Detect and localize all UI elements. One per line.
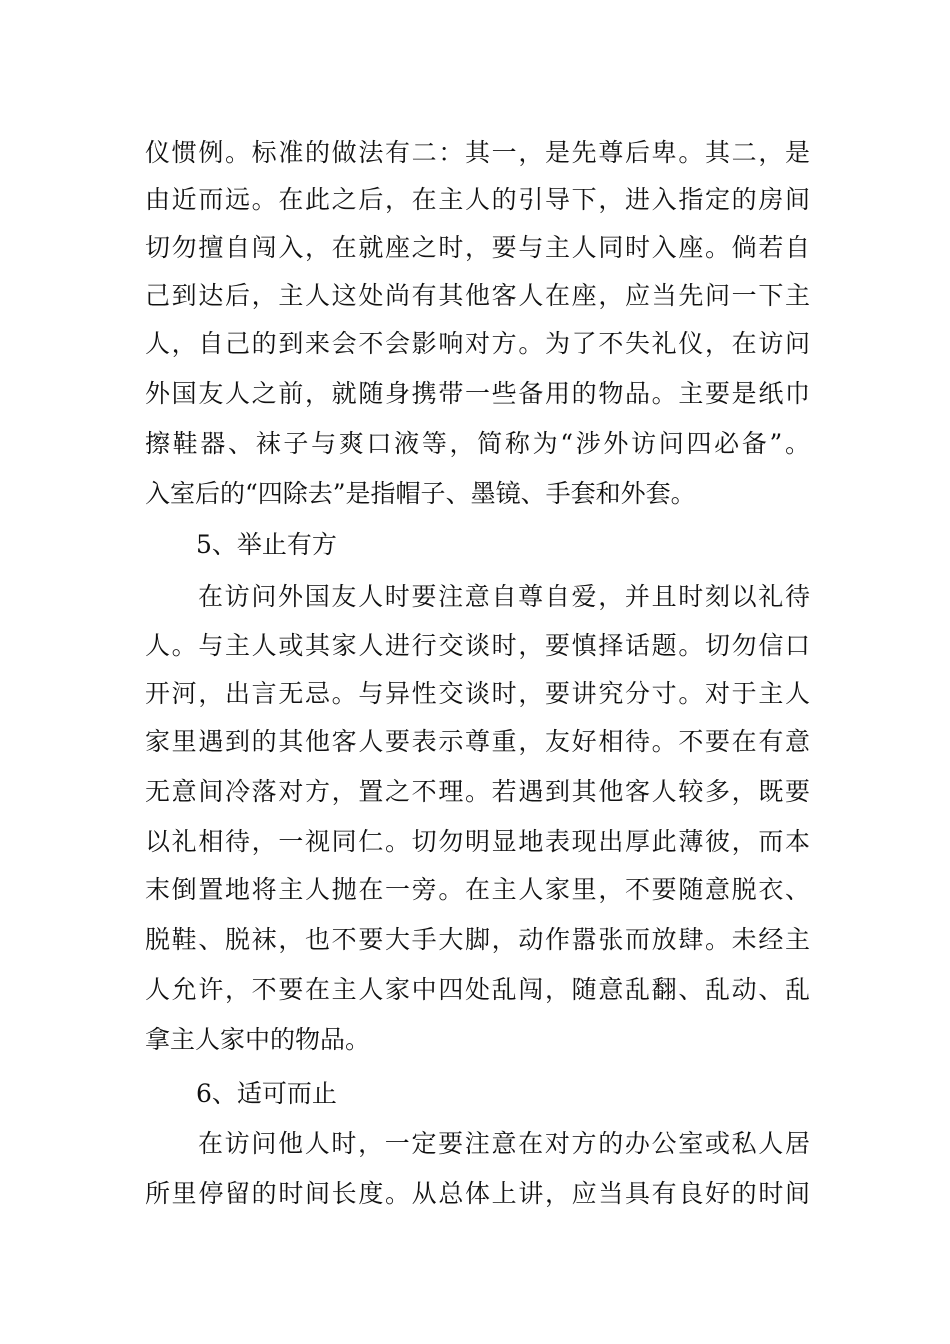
- text-line: 末倒置地将主人抛在一旁。在主人家里，不要随意脱衣、: [145, 875, 810, 904]
- paragraph-first-line: 在访问他人时，一定要注意在对方的办公室或私人居: [198, 1129, 810, 1158]
- text-line: 人。与主人或其家人进行交谈时，要慎择话题。切勿信口: [145, 631, 810, 660]
- text-line: 己到达后，主人这处尚有其他客人在座，应当先问一下主: [145, 281, 810, 310]
- text-line: 人允许，不要在主人家中四处乱闯，随意乱翻、乱动、乱: [145, 975, 810, 1004]
- text-line: 拿主人家中的物品。: [145, 1025, 371, 1054]
- text-line: 家里遇到的其他客人要表示尊重，友好相待。不要在有意: [145, 727, 810, 756]
- text-line: 人，自己的到来会不会影响对方。为了不失礼仪，在访问: [145, 329, 810, 358]
- section-heading: 5、举止有方: [196, 530, 337, 559]
- text-line: 切勿擅自闯入，在就座之时，要与主人同时入座。倘若自: [145, 233, 810, 262]
- paragraph-first-line: 在访问外国友人时要注意自尊自爱，并且时刻以礼待: [198, 582, 810, 611]
- text-line: 入室后的“四除去”是指帽子、墨镜、手套和外套。: [145, 479, 696, 508]
- text-line: 以礼相待，一视同仁。切勿明显地表现出厚此薄彼，而本: [145, 827, 810, 856]
- text-line: 仪惯例。标准的做法有二：其一，是先尊后卑。其二，是: [145, 138, 810, 167]
- section-heading: 6、适可而止: [196, 1079, 337, 1108]
- text-line: 脱鞋、脱袜，也不要大手大脚，动作嚣张而放肆。未经主: [145, 925, 810, 954]
- text-line: 由近而远。在此之后，在主人的引导下，进入指定的房间: [145, 185, 810, 214]
- text-line: 无意间冷落对方，置之不理。若遇到其他客人较多，既要: [145, 777, 810, 806]
- text-line: 所里停留的时间长度。从总体上讲，应当具有良好的时间: [145, 1179, 810, 1208]
- text-line: 开河，出言无忌。与异性交谈时，要讲究分寸。对于主人: [145, 679, 810, 708]
- text-line: 外国友人之前，就随身携带一些备用的物品。主要是纸巾: [145, 379, 810, 408]
- text-line: 擦鞋器、袜子与爽口液等，简称为“涉外访问四必备”。: [145, 429, 810, 458]
